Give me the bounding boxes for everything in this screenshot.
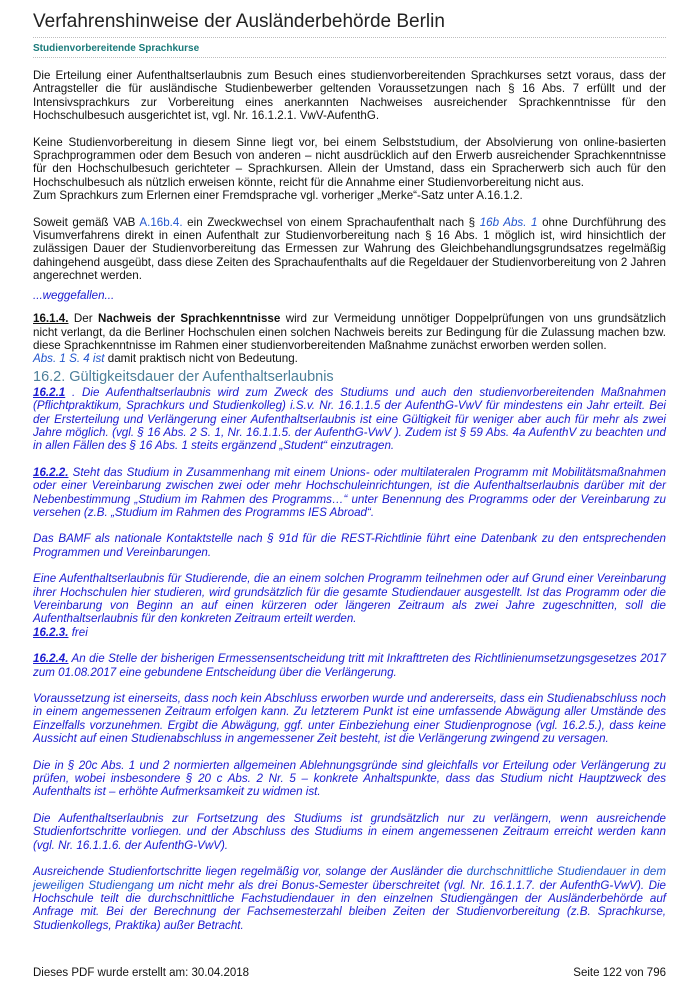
- removed-note: ...weggefallen...: [33, 288, 115, 302]
- clause-link-16-2-2[interactable]: 16.2.2.: [33, 465, 69, 479]
- footer-created-date: Dieses PDF wurde erstellt am: 30.04.2018: [33, 967, 250, 979]
- clause-number-16-1-4: 16.1.4.: [33, 312, 69, 326]
- clause-link-16-2-1[interactable]: 16.2.1: [33, 385, 66, 399]
- section-subtitle: Studienvorbereitende Sprachkurse: [33, 43, 200, 54]
- link-average-study-duration[interactable]: durchschnittliche Studiendauer in dem jeweiligen Studiengang: [33, 865, 666, 892]
- paragraph-no-preparation: Keine Studienvorbereitung in diesem Sinne liegt vor, bei einem Selbststudium, der Absolvierung von online-basierten Sprachprogrammen oder dem Besuch von anderen – nicht ausdrücklich auf den Erwerb ausreichender Sprachkenntnisse für den Hochschulbesuch gerichteter – Sprachkursen. Allein der Umstand, dass ein Spracherwerb sich auch für den Hochschulbesuch als nützlich erweisen könnte, reicht für die Annahme einer Studienvorbereitung nicht aus.: [33, 135, 666, 189]
- section-heading-16-2: 16.2. Gültigkeitsdauer der Aufenthaltserlaubnis: [33, 368, 334, 385]
- paragraph-16-2-3: 16.2.3. frei: [33, 625, 88, 639]
- paragraph-16-2-1: 16.2.1 . Die Aufenthaltserlaubnis wird zum Zweck des Studiums und auch den studienvorbereitenden Maßnahmen (Pflichtpraktikum, Sprachkurs und Studienkolleg) i.S.v. Nr. 16.1.1.5 der AufenthG-VwV für mindestens ein Jahr erteilt. Bei der Ersterteilung und Verlängerung einer Aufenthaltserlaubnis ist eine Gültigkeit für weniger aber auch für mehr als zwei Jahre möglich. (vgl. § 16 Abs. 2 S. 1, Nr. 16.1.1.5. der AufenthG-VwV ). Zudem ist § 59 Abs. 4a AufenthV zu beachten und in allen Fällen des § 16 Abs. 1 steits ergänzend „Student“ einzutragen.: [33, 385, 666, 453]
- paragraph-prerequisites: Die Erteilung einer Aufenthaltserlaubnis zum Besuch eines studienvorbereitenden Sprachkurses setzt voraus, dass der Antragsteller die für ausländische Studienbewerber geltenden Voraussetzungen nach § 16 Abs. 7 erfüllt und der Intensivsprachkurs zur Vorbereitung eines anerkannten Nachweises ausreichender Sprachkenntnisse für den Hochschulbesuch ausgerichtet ist, vgl. Nr. 16.1.2.1. VwV-AufenthG.: [33, 69, 666, 123]
- link-vab-a16b4[interactable]: A.16b.4.: [139, 215, 183, 229]
- clause-link-16-2-3[interactable]: 16.2.3.: [33, 625, 69, 639]
- paragraph-rejection-grounds: Die in § 20c Abs. 1 und 2 normierten allgemeinen Ablehnungsgründe sind gleichfalls vor Erteilung oder Verlängerung zu prüfen, wobei insbesondere § 20 c Abs. 2 Nr. 5 – konkrete Anhaltspunkte, dass das Studium nicht Hauptzweck des Aufenthalts ist – erhöhte Aufmerksamkeit zu widmen ist.: [33, 758, 666, 799]
- paragraph-bonus-semesters: Ausreichende Studienfortschritte liegen regelmäßig vor, solange der Ausländer die durchschnittliche Studiendauer in dem jeweiligen Studiengang um nicht mehr als drei Bonus-Semester überschreitet (vgl. Nr. 16.1.1.7. der AufenthG-VwV). Die Hochschule teilt die durchschnittliche Fachstudiendauer in den einzelnen Studiengängen der Ausländerbehörde auf Anfrage mit. Bei der Berechnung der Fachsemesterzahl bleiben Zeiten der Studienvorbereitung (z.B. Sprachkurse, Studienkollegs, Praktika) außer Betracht.: [33, 865, 667, 932]
- paragraph-change-of-purpose: Soweit gemäß VAB A.16b.4. ein Zweckwechsel von einem Sprachaufenthalt nach § 16b Abs. 1 ohne Durchführung des Visumverfahrens direkt in einen Aufenthalt zur Studienvorbereitung nach § 16 Abs. 1 möglich ist, wird hinsichtlich der zulässigen Dauer der Studienvorbereitung das Ermessen zur Wahrung des Gleichbehandlungsgrundsatzes regelmäßig dahingehend ausgeübt, dass diese Zeiten des Sprachaufenthalts auf die Regeldauer der Studienvorbereitung von 2 Jahren angerechnet werden.: [33, 215, 666, 283]
- paragraph-language-course-note: Zum Sprachkurs zum Erlernen einer Fremdsprache vgl. vorheriger „Merke“-Satz unter A.16.1.2.: [33, 189, 523, 203]
- document-body: [33, 69, 666, 932]
- document-title: Verfahrenshinweise der Ausländerbehörde Berlin: [33, 11, 445, 32]
- subtitle-divider: [33, 57, 666, 58]
- paragraph-16-1-4: 16.1.4. Der Nachweis der Sprachkenntnisse wird zur Vermeidung unnötiger Doppelprüfungen von uns grundsätzlich nicht verlangt, da die Berliner Hochschulen einen solchen Nachweis bereits zur Bedingung für die Zulassung machen bzw. diese Sprachkenntnisse im Rahmen einer studienvorbereitenden Maßnahme zunächst erworben werden sollen. Abs. 1 S. 4 ist damit praktisch nicht von Bedeutung.: [33, 312, 666, 366]
- paragraph-bamf-database: Das BAMF als nationale Kontaktstelle nach § 91d für die REST-Richtlinie führt eine Datenbank zu den entsprechenden Programmen und Vereinbarungen.: [33, 532, 666, 559]
- footer-page-number: Seite 122 von 796: [573, 967, 666, 979]
- paragraph-16-2-4: 16.2.4. An die Stelle der bisherigen Ermessensentscheidung tritt mit Inkrafttreten des Richtlinienumsetzungsgesetzes 2017 zum 01.08.2017 eine gebundene Entscheidung über die Verlängerung.: [33, 652, 666, 679]
- clause-link-16-2-4[interactable]: 16.2.4.: [33, 652, 69, 666]
- paragraph-extension-conditions: Voraussetzung ist einerseits, dass noch kein Abschluss erworben wurde und andererseits, dass ein Studienabschluss noch in einem angemessenen Zeitraum erfolgen kann. Zu letzterem Punkt ist eine umfassende Abwägung aller Umstände des Einzelfalls vorzunehmen. Ergibt die Abwägung, ggf. unter Einbeziehung einer Studienprognose (vgl. 16.2.5.), dass keine Aussicht auf einen Studienabschluss in angemessener Zeit besteht, ist die Verlängerung zwingend zu versagen.: [33, 692, 666, 746]
- title-divider: [33, 37, 666, 38]
- paragraph-program-duration: Eine Aufenthaltserlaubnis für Studierende, die an einem solchen Programm teilnehmen oder auf Grund einer Vereinbarung ihrer Hochschulen hier studieren, wird grundsätzlich für die gesamte Studiendauer ausgestellt. Ist das Programm oder die Vereinbarung von Beginn an auf einen kürzeren oder längeren Zeitraum als zwei Jahre zugeschnitten, soll die Aufenthaltserlaubnis für den konkreten Zeitraum erteilt werden.: [33, 572, 666, 626]
- paragraph-16-2-2: 16.2.2. Steht das Studium in Zusammenhang mit einem Unions- oder multilateralen Programm mit Mobilitätsmaßnahmen oder einer Vereinbarung zwischen zwei oder mehr Hochschuleinrichtungen, ist die Aufenthaltserlaubnis darüber mit der Nebenbestimmung „Studium im Rahmen des Programms…“ unter Benennung des Programms oder der Vereinbarung zu versehen (z.B. „Studium im Rahmen des Programms IES Abroad“.: [33, 465, 666, 519]
- paragraph-study-progress: Die Aufenthaltserlaubnis zur Fortsetzung des Studiums ist grundsätzlich nur zu verlängern, wenn ausreichende Studienfortschritte vorliegen. und der Abschluss des Studiums in einem angemessenen Zeitraum erreicht werden kann (vgl. Nr. 16.1.1.6. der AufenthG-VwV).: [33, 811, 666, 852]
- link-abs1-s4[interactable]: Abs. 1 S. 4 ist: [33, 352, 105, 366]
- link-16b-abs1[interactable]: 16b Abs. 1: [479, 215, 538, 229]
